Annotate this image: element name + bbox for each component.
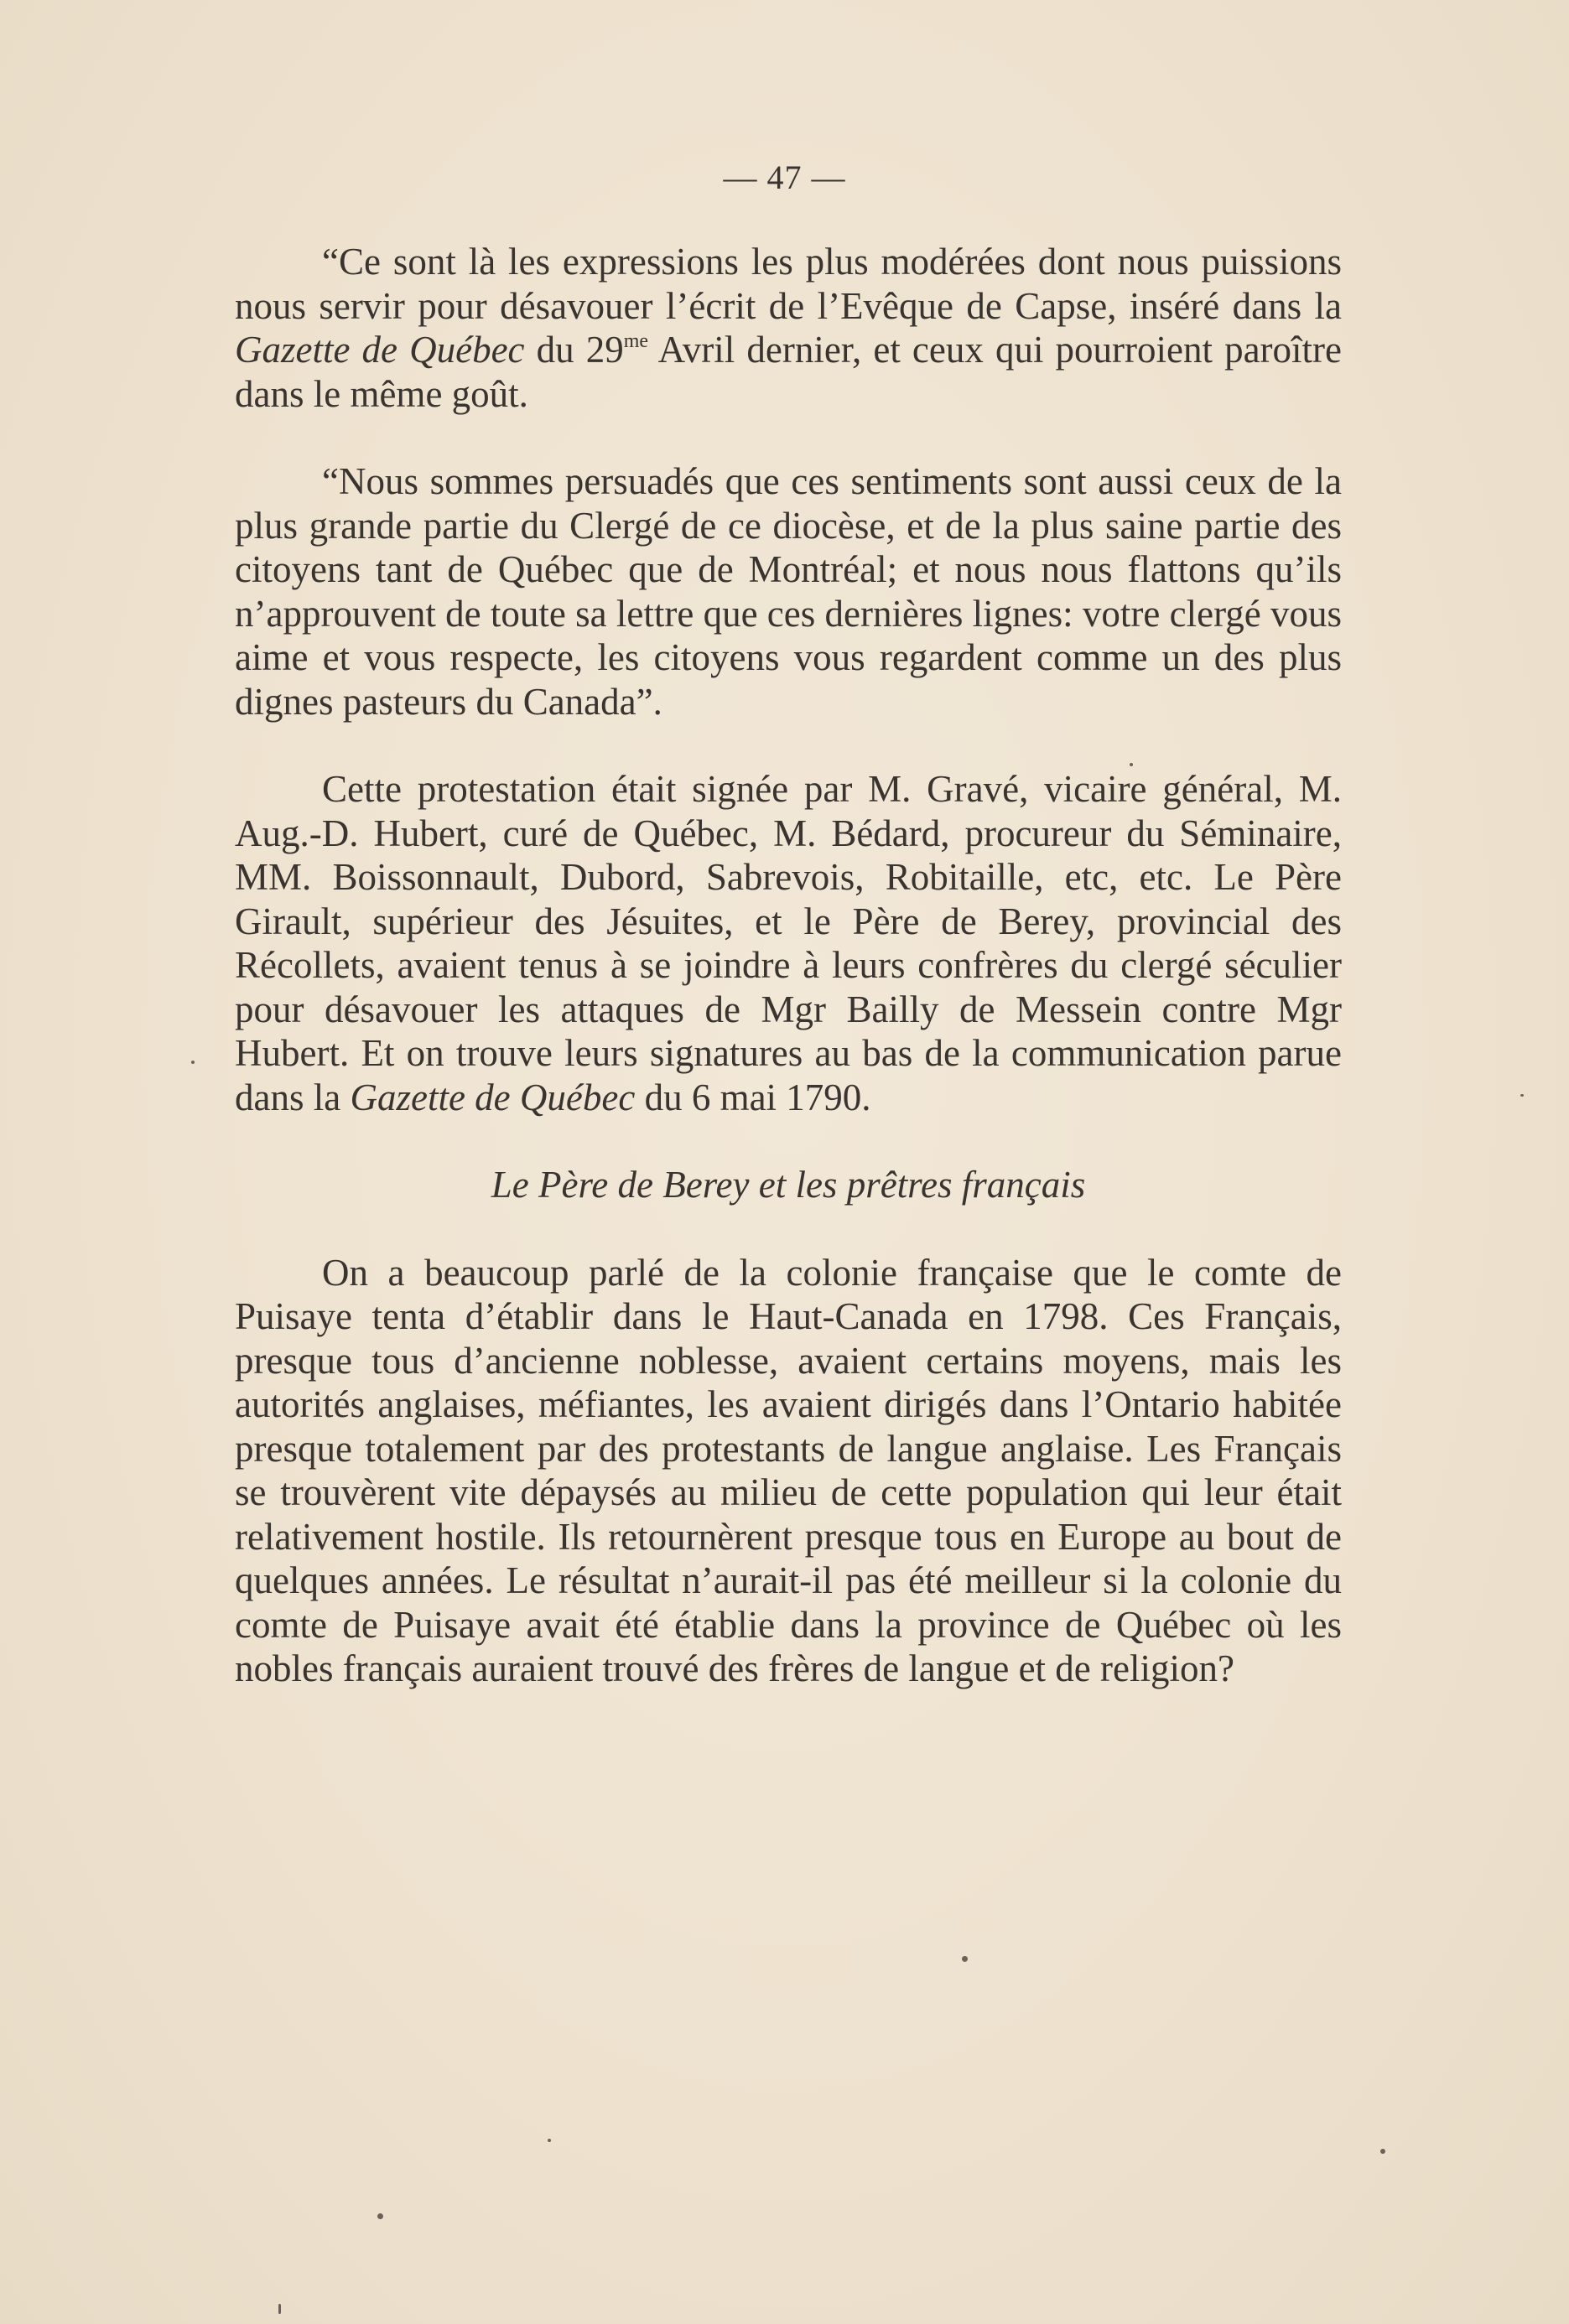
paragraph-3-text-b: du 6 mai 1790.: [635, 1076, 871, 1118]
paper-speck: [548, 2139, 551, 2142]
paper-speck: [1520, 1094, 1524, 1097]
paragraph-quote-1: [235, 240, 1342, 416]
page-number: — 47 —: [723, 158, 846, 196]
paragraph-3-text-a: Cette protestation était signée par M. Gravé, vicaire général, M. Aug.-D. Hubert, curé de Québec, M. Bédard, procureur du Séminaire, MM. Boissonnault, Dubord, Sabrevois, Robitaille, etc, etc. Le Père Girault, supérieur des Jésuites, et le Père de Berey, provincial des Récollets, avaient tenus à se joindre à leurs confrères du clergé séculier pour désavouer les attaques de Mgr Bailly de Messein contre Mgr Hubert. Et on trouve leurs signatures au bas de la communication parue dans la: [235, 768, 1342, 1118]
paragraph-1-text-c: Avril dernier, et ceux qui pourroient paroître dans le même goût.: [235, 329, 1343, 415]
paragraph-quote-2: “Nous sommes persuadés que ces sentiments sont aussi ceux de la plus grande partie du Clergé de ce diocèse, et de la plus saine partie des citoyens tant de Québec que de Montréal; et nous nous flattons qu’ils n’approuvent de toute sa lettre que ces dernières lignes: votre clergé vous aime et vous respecte, les citoyens vous regardent comme un des plus dignes pasteurs du Canada”.: [235, 460, 1342, 723]
paper-speck: [377, 2213, 383, 2219]
paper-speck: [1380, 2149, 1385, 2154]
paper-speck: [962, 1956, 968, 1962]
paragraph-protestation: [235, 767, 1342, 1119]
paper-speck: [278, 2304, 281, 2314]
ordinal-superscript: me: [623, 330, 649, 352]
paper-speck: [1130, 763, 1133, 766]
newspaper-title: Gazette de Québec: [235, 329, 525, 371]
body-text: [235, 240, 1342, 1691]
paragraph-1-text-a: “Ce sont là les expressions les plus modérées dont nous puissions nous servir pour désavouer l’écrit de l’Evêque de Capse, inséré dans la: [235, 241, 1342, 327]
paragraph-1-text-b: du 29: [524, 329, 624, 371]
newspaper-title: Gazette de Québec: [350, 1076, 636, 1118]
paragraph-puisaye: On a beaucoup parlé de la colonie française que le comte de Puisaye tenta d’établir dans le Haut-Canada en 1798. Ces Français, presque tous d’ancienne noblesse, avaient certains moyens, mais les autorités anglaises, méfiantes, les avaient dirigés dans l’Ontario habitée presque totalement par des protestants de langue anglaise. Les Français se trouvèrent vite dépaysés au milieu de cette population qui leur était relativement hostile. Ils retournèrent presque tous en Europe au bout de quelques années. Le résultat n’aurait-il pas été meilleur si la colonie du comte de Puisaye avait été établie dans la province de Québec où les nobles français auraient trouvé des frères de langue et de religion?: [235, 1251, 1342, 1689]
section-heading: Le Père de Berey et les prêtres français: [491, 1164, 1086, 1206]
paper-speck: [191, 1061, 195, 1064]
